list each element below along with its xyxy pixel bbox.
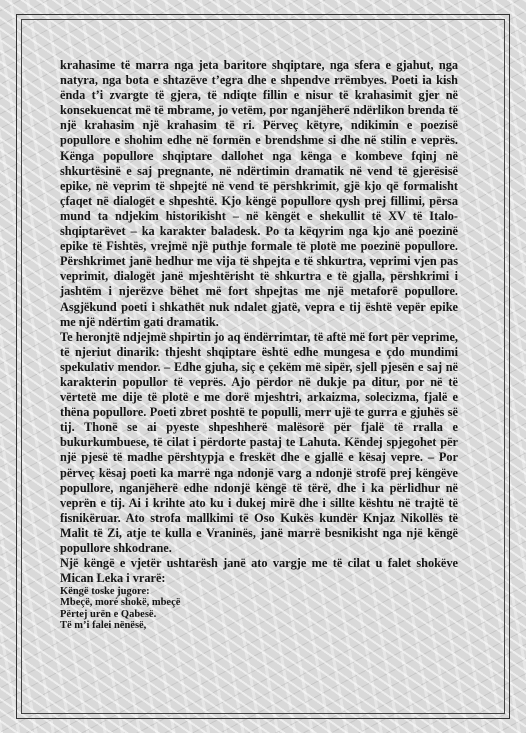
- verse-block: [60, 586, 458, 631]
- paragraph-3: Një këngë e vjetër ushtarësh janë ato vargje me të cilat u falet shokëve Mican Leka i vrarë:: [60, 556, 458, 586]
- verse-line: Përtej urën e Qabesë.: [60, 608, 157, 620]
- paragraph-2: Te heronjtë ndjejmë shpirtin jo aq ëndërrimtar, të aftë më fort për veprime, të njeriut dinarik: thjesht shqiptare është edhe mungesa e çdo mundimi spekulativ mendor. – Edhe gjuha, siç e çekëm më sipër, sjell pjesën e saj në karakterin popullor të veprës. Ajo përdor në dukje pa ditur, por në të vërtetë me dije të plotë e me dorë mjeshtri, arkaizma, solecizma, fjalë e thëna popullore. Poeti zbret poshtë te populli, merr ujë te gurra e gjuhës së tij. Thonë se ai pyeste shpeshherë malësorë për fjalë të rralla e bukurkumbuese, të cilat i përdorte pastaj te Lahuta. Këndej spjegohet për një pjesë të madhe përshtypja e freskët dhe e gjallë e kësaj vepre. – Por përveç kësaj poeti ka marrë nga ndonjë varg a ndonjë strofë prej këngëve popullore, nganjëherë edhe ndonjë këngë të tërë, dhe i ka përlidhur në veprën e tij. Ai i krihte ato ku i dukej mirë dhe i sillte kështu në trajtë të fisnikëruar. Ato strofa mallkimi të Oso Kukës kundër Knjaz Nikollës të Malit të Zi, atje te kulla e Vraninës, janë marrë besnikisht nga një këngë popullore shkodrane.: [60, 329, 458, 555]
- paragraph-1: krahasime të marra nga jeta baritore shqiptare, nga sfera e gjahut, nga natyra, nga bota e shtazëve t’egra dhe e shpendve rrëmbyes. Poeti ia kish ënda t’i zvargte të gjera, të ndiqte fillin e nisur të krahasimit gjer në konsekuencat më të mbrame, jo vetëm, por nganjëherë ndërlikon brenda të një krahasim një krahasim të ri. Përveç këtyre, ndikimin e poezisë popullore e shohim edhe në formën e brendshme si dhe në stilin e veprës. Kënga popullore shqiptare dallohet nga kënga e kombeve fqinj në shkurtësinë e saj pregnante, në ndërtimin dramatik në vend të gjerësisë epike, në veprim të shpejtë në vend të përshkrimit, gjë kjo që formalisht çfaqet në dialogët e shpeshtë. Kjo këngë popullore qysh prej fillimi, përsa mund ta ndjekim historikisht – në këngët e shekullit të XV të Italo-shqiptarëvet – ka karakter baladesk. Po ta këqyrim nga kjo anë poezinë epike të Fishtës, vrejmë një puthje formale të plotë me poezinë popullore. Përshkrimet janë hedhur me vija të shpejta e të shkurtra, veprimi vjen pas veprimit, dialogët janë mjeshtërisht të shkurtra e të gjalla, përshkrimi i jashtëm i njerëzve bëhet më fort shpejtas me një metaforë popullore. Asgjëkund poeti i shkathët nuk ndalet gjatë, vepra e tij është vepër epike me një ndërtim gati dramatik.: [60, 58, 458, 329]
- page-text: [60, 58, 458, 631]
- verse-line: Këngë toske jugore:: [60, 586, 150, 598]
- verse-line: Të m’i falei nënësë,: [60, 619, 147, 631]
- verse-line: Mbeçë, moré shokë, mbeçë: [60, 597, 181, 609]
